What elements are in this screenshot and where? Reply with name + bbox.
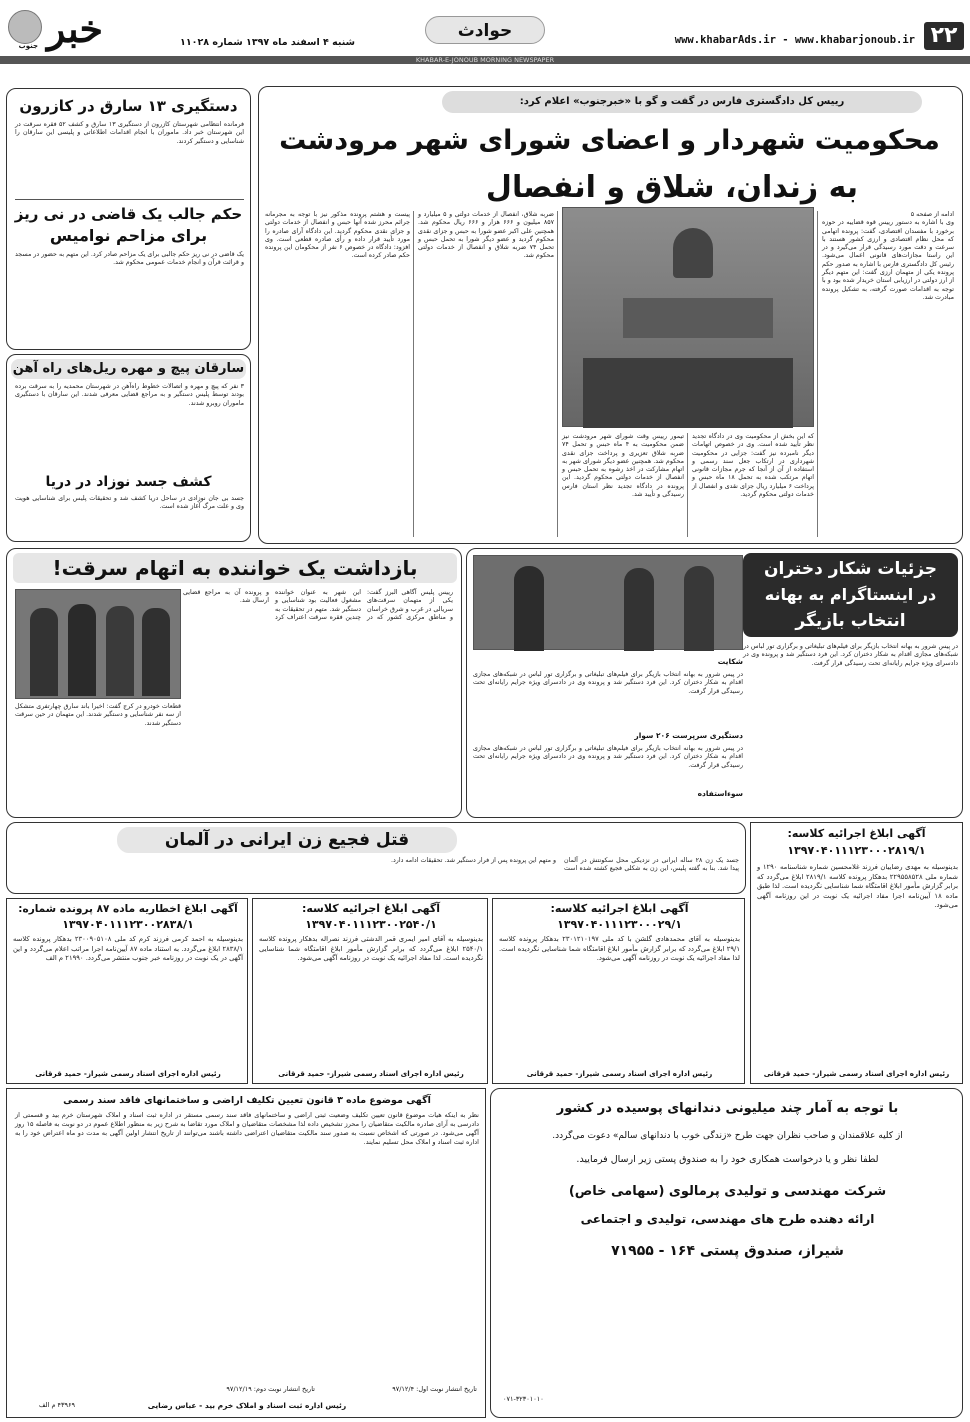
lead-title-1: محکومیت شهردار و اعضای شورای شهر مرودشت — [279, 125, 940, 156]
land-ad-title: آگهی موضوع ماده ۳ قانون تعیین تکلیف اراضی و ساختمانهای فاقد سند رسمی — [63, 1095, 431, 1106]
murder-title: قتل فجیع زن ایرانی در آلمان — [117, 827, 457, 853]
ad-4 — [6, 898, 248, 1084]
section-label: حوادث — [425, 16, 545, 44]
neyriz-title: حکم جالب یک قاضی در نی ریز — [14, 205, 243, 223]
instagram-sub-2: دستگیری سرپرست ۲۰۶ سوار — [634, 731, 743, 740]
ad-2-text: بدینوسیله به آقای محمدهادی گلشن با کد ملی ۲۳۰۱۲۱۰۱۹۷ بدهکار پرونده کلاسه ۲۹/۱ ابلاغ می‌گردد که برابر گزارش مأمور ابلاغ اقامتگاه شما شناسایی نگردیده است. لذا مفاد اجرائیه یک نوبت در روزنامه آگهی می‌شود. — [496, 935, 740, 963]
instagram-title-1: جزئیات شکار دختران — [763, 559, 938, 579]
land-ad-date1: تاریخ انتشار نوبت اول: ۹۷/۱۲/۴ — [392, 1385, 477, 1393]
lead-col-5: پیست و هشتم پرونده مذکور نیز با توجه به مجرمانه جرائم محرز شده آنها حبس و انفصال از خدمات دولتی و جزای نقدی محکوم گردید. این دادگاه آرای صادره را مورد تأیید قرار داده و رأی صادره قطعی است. وی افزود: دادگاه در خصوص ۶ نفر از محکومان این پرونده حکم صادر کرده است. — [262, 211, 410, 260]
ad-3-signature: رئیس اداره اجرای اسناد رسمی شیراز- حمید قرقانی — [278, 1069, 464, 1078]
rail-text: ۳ نفر که پیچ و مهره و اتصالات خطوط راه‌آهن در شهرستان محمدیه را به سرقت برده بودند توسط پلیس دستگیر و به مراجع قضایی معرفی شدند. این سارقان با دستگیری ماموران روبرو شدند. — [12, 383, 244, 407]
audience — [583, 358, 793, 428]
ad-4-signature: رئیس اداره اجرای اسناد رسمی شیراز- حمید قرقانی — [35, 1069, 221, 1078]
lead-col-2: که این بخش از محکومیت وی در دادگاه تجدید نظر تأیید شده است. وی در خصوص اتهامات دیگر نامبرده نیز گفت: جزایی در محکومیت شهرداری در ارتکاب جعل سند رسمی و استفاده از آن از آنجا که جرم مجازات قانونی اتهام مرتکب شده به تحمل ۱۸ ماه حبس و پرداخت ۶ میلیارد ریال جزای نقدی و انفصال از خدمات دولتی محکوم گردید. — [689, 433, 814, 499]
murder-article — [6, 822, 746, 894]
ad-3-number: ۱۳۹۷۰۴۰۱۱۱۲۳۰۰۲۵۴۰/۱ — [305, 918, 437, 931]
dental-line-3: ارائه دهنده طرح های مهندسی، تولیدی و اجتماعی — [580, 1212, 875, 1226]
lead-col-3: تیمور رییس وقت شورای شهر مرودشت نیز ضمن محکومیت به ۴ ماه حبس و تحمل ۷۴ ضربه شلاق تعزیری و پرداخت جزای نقدی محکوم شد. همچنین عضو دیگر شورای شهر به اتهام مشارکت در اخذ رشوه به تحمل حبس و انفصال از خدمات دولتی محکوم گردید. این پرونده در دادگاه تجدید نظر استان فارس رسیدگی و تأیید شد. — [559, 433, 685, 499]
ad-4-text: بدینوسیله به احمد کرمی فرزند کرم کد ملی ۲۳۰۰۹۰۵۱۰۸ بدهکار پرونده کلاسه ۲۸۳۸/۱ ابلاغ می‌گردد. به استناد ماده ۸۷ آیین‌نامه اجرا مراتب اعلام می‌گردد و این آگهی در یک نوبت در روزنامه خبر جنوب منتشر می‌گردد. ۲۱۹۹۰ م الف — [10, 935, 243, 963]
kazerun-text: فرمانده انتظامی شهرستان کازرون از دستگیری ۱۳ سارق و کشف ۵۲ فقره سرقت در این شهرستان خبر داد. ماموران با انجام اقدامات اطلاعاتی و پلیسی این سارقان را شناسایی و دستگیر کردند. — [12, 121, 244, 145]
rail-box — [6, 354, 251, 542]
ad-1-title: آگهی ابلاغ اجرائیه کلاسه: — [787, 827, 926, 840]
land-ad-code: ۴۳۹۶۹ م الف — [38, 1401, 75, 1409]
instagram-sub-1: شکایت — [717, 657, 743, 666]
neyriz-title-2: برای مزاحم نوامیس — [49, 226, 208, 245]
ad-1-text: بدینوسیله به مهدی رضاییان فرزند غلامحسین شماره شناسنامه ۱۲۹۰ و شماره ملی ۲۲۹۵۵۸۵۲۸ بدهکار پرونده کلاسه ۲۸۱۹/۱ ابلاغ می‌گردد که برابر گزارش مأمور ابلاغ اقامتگاه شما شناسایی نگردیده است. لذا طبق ماده ۱۸ آیین‌نامه اجرا مفاد اجرائیه یک نوبت در این روزنامه آگهی می‌شود. — [754, 863, 959, 910]
ad-2-number: ۱۳۹۷۰۴۰۱۱۱۲۳۰۰۰۲۹/۱ — [557, 918, 682, 931]
instagram-text-3: در پیس شرور به بهانه انتخاب بازیگر برای فیلم‌های تبلیغاتی و برگزاری تور لباس در شبکه‌های مجازی اقدام به شکار دختران کرد. این فرد دستگیر شد و پرونده وی در دادسرای ویژه جرایم رایانه‌ای تحت رسیدگی قرار گرفت. — [470, 745, 743, 769]
ad-4-number: ۱۳۹۷۰۴۰۱۱۱۲۳۰۰۲۸۳۸/۱ — [62, 918, 194, 931]
land-ad-date2: تاریخ انتشار نوبت دوم: ۹۷/۱۲/۱۹ — [226, 1385, 315, 1393]
ad-1-signature: رئیس اداره اجرای اسناد رسمی شیراز- حمید قرقانی — [763, 1069, 950, 1078]
judge-figure — [673, 228, 713, 278]
page-number: ۲۲ — [924, 22, 964, 50]
dental-title: با توجه به آمار چند میلیونی دندانهای پوسیده در کشور — [556, 1101, 899, 1116]
rail-title: سارقان پیچ و مهره ریل‌های راه آهن — [11, 359, 246, 379]
dental-address: شیراز، صندوق پستی ۱۶۴ - ۷۱۹۵۵ — [611, 1243, 844, 1259]
ad-1-number: ۱۳۹۷۰۴۰۱۱۱۲۳۰۰۰۲۸۱۹/۱ — [787, 844, 926, 857]
kazerun-box — [6, 88, 251, 350]
suspects-photo — [15, 589, 181, 699]
dental-phone: ۰۷۱-۳۲۳۰۱۰۱۰ — [503, 1395, 544, 1403]
dental-ad — [490, 1088, 963, 1418]
logo-text: خبر — [47, 6, 103, 51]
site-urls: www.khabarAds.ir - www.khabarjonoub.ir — [674, 34, 915, 46]
land-ad-signature: رئیس اداره ثبت اسناد و املاک خرم بید - عباس رضایی — [147, 1401, 347, 1410]
singer-caption: قطعات خودرو در کرج گفت: اخیرا باند سارق چهارتفری متشکل از سه نفر شناسایی و دستگیر شدند. این متهمان در حین سرقت دستگیر شدند. — [12, 703, 181, 727]
land-ad-text: نظر به اینکه هیات موضوع قانون تعیین تکلیف وضعیت ثبتی اراضی و ساختمانهای فاقد سند رسمی مستقر در اداره ثبت اسناد و املاک شهرستان خرم بید و قسمتی از دادرسی به آرای صادره مالکیت متقاضیان را محرز تشخیص داده لذا مشخصات متقاضیان و املاک مورد تقاضا به شرح زیر به منظور اطلاع عموم در دو نوبت به فاصله ۱۵ روز آگهی می‌شود. در صورتی که اشخاص نسبت به صدور سند مالکیت متقاضیان اعتراضی داشته باشند می‌توانند از تاریخ انتشار اولین آگهی به مدت دو ماه اعتراض خود را به اداره ثبت اسناد و املاک محل تسلیم نمایند. — [12, 1111, 479, 1146]
header — [0, 0, 970, 62]
logo-small: جنوب — [18, 42, 38, 50]
neyriz-text: یک قاضی در نی ریز حکم جالبی برای یک مزاحم صادر کرد. این متهم به حضور در مسجد و قرائت قرآن و انجام خدمات عمومی محکوم شد. — [12, 251, 244, 267]
baby-title: کشف جسد نوزاد در دریا — [45, 474, 212, 490]
issue-date: شنبه ۴ اسفند ماه ۱۳۹۷ شماره ۱۱۰۲۸ — [180, 37, 355, 48]
dental-line-1: از کلیه علاقمندان و صاحب نظران جهت طرح «زندگی خوب با دندانهای سالم» دعوت می‌گردد. — [552, 1131, 903, 1141]
ad-1 — [750, 822, 963, 1084]
lead-kicker: رییس کل دادگستری فارس در گفت و گو با «خبرجنوب» اعلام کرد: — [442, 91, 922, 113]
lead-col-1: ادامه از صفحه ۵ وی با اشاره به دستور رییس قوه قضاییه در حوزه برخورد با مفسدان اقتصادی، گفت: پرونده اتهامی که محل نظام اقتصادی و ارزی کشور هستند با سرعت و دقت مورد رسیدگی قرار می‌گیرد و در این راستا مجازات‌های قانونی اعمال می‌شود. رئیس کل دادگستری فارس با اشاره به صدور حکم پرونده یکی از متهمان ارزی گفت: این متهم دیگر از ارز دولتی در ارزیابی استان خریدار شده بود و با توجه به اقدامات صورت گرفته، به تشکیل پرونده مبادرت شد. — [822, 211, 954, 301]
ad-3-text: بدینوسیله به آقای امیر ایمری قمر الدشتی فرزند نصراله بدهکار پرونده کلاسه ۲۵۴۰/۱ ابلاغ می‌گردد که برابر گزارش مأمور ابلاغ اقامتگاه شما شناسایی نگردیده است. لذا مفاد اجرائیه یک نوبت در روزنامه آگهی می‌شود. — [256, 935, 483, 963]
lead-col-4: ضربه شلاق، انفصال از خدمات دولتی و ۵ میلیارد و ۸۵۷ میلیون و ۶۶۶ هزار و ۶۶۶ ریال محکوم شد. همچنین علی اکبر عضو شورا به حبس و جزای نقدی محکوم گردید و عضو دیگر شورا به تحمل حبس و تحمل ۷۴ ضربه شلاق و انفصال از خدمات دولتی محکوم شد. — [415, 211, 555, 260]
land-ad — [6, 1088, 486, 1418]
instagram-title-box — [743, 553, 958, 637]
instagram-text-2: در پیس شرور به بهانه انتخاب بازیگر برای فیلم‌های تبلیغاتی و برگزاری تور لباس در شبکه‌های مجازی اقدام به شکار دختران کرد. این فرد دستگیر شد و پرونده وی در دادسرای ویژه جرایم رایانه‌ای تحت رسیدگی قرار گرفت. — [470, 671, 743, 695]
singer-title: بازداشت یک خواننده به اتهام سرقت! — [13, 553, 457, 583]
instagram-text: در پیس شرور به بهانه انتخاب بازیگر برای فیلم‌های تبلیغاتی و برگزاری تور لباس در شبکه‌های مجازی اقدام به شکار دختران کرد. این فرد دستگیر شد و پرونده وی در دادسرای ویژه جرایم رایانه‌ای تحت رسیدگی قرار گرفت. — [743, 643, 958, 667]
arrest-photo — [473, 555, 743, 650]
ad-2 — [492, 898, 745, 1084]
ad-3 — [252, 898, 488, 1084]
baby-text: جسد بی جان نوزادی در ساحل دریا کشف شد و تحقیقات پلیس برای شناسایی هویت وی و علت مرگ آغاز شده است. — [12, 495, 244, 511]
murder-text: جسد یک زن ۲۸ ساله ایرانی در نزدیکی محل سکونتش در آلمان پیدا شد. بنا به گفته پلیس، این زن به شکلی فجیع کشته شده است و متهم این پرونده پس از فرار دستگیر شد. تحقیقات ادامه دارد. — [391, 857, 739, 873]
lead-article — [258, 86, 963, 544]
dental-line-2: لطفا نظر و یا درخواست همکاری خود را به صندوق پستی زیر ارسال فرمایید. — [576, 1154, 879, 1165]
ad-2-title: آگهی ابلاغ اجرائیه کلاسه: — [550, 902, 689, 915]
instagram-sub-3: سوءاستفاده — [697, 789, 743, 798]
ad-2-signature: رئیس اداره اجرای اسناد رسمی شیراز- حمید قرقانی — [526, 1069, 713, 1078]
masthead-logo — [6, 6, 114, 56]
lead-title-2: به زندان، شلاق و انفصال — [485, 170, 859, 205]
kazerun-title: دستگیری ۱۳ سارق در کازرون — [19, 97, 238, 115]
instagram-article — [466, 548, 963, 818]
instagram-title-2: در اینستاگرام به بهانه — [764, 585, 937, 604]
header-strip: KHABAR-E-JONOUB MORNING NEWSPAPER — [0, 56, 970, 64]
ad-4-title: آگهی ابلاغ اخطاریه ماده ۸۷ پرونده شماره: — [18, 903, 238, 915]
ad-3-title: آگهی ابلاغ اجرائیه کلاسه: — [301, 902, 441, 915]
instagram-title-3: انتخاب بازیگر — [795, 611, 906, 631]
courtroom-photo — [562, 207, 814, 427]
dental-company: شرکت مهندسی و تولیدی پرمالوی (سهامی خاص) — [568, 1184, 887, 1199]
singer-text: رییس پلیس آگاهی البرز گفت: یکی از متهمان سرقت‌های سریالی در غرب و شرق خراسان و مناطق مرکزی کشور که در این شهر به عنوان خواننده مشغول فعالیت بود شناسایی و دستگیر شد. متهم در تحقیقات به چندین فقره سرقت اعتراف کرد و پرونده آن به مراجع قضایی ارسال شد. — [180, 589, 453, 621]
bench — [623, 298, 773, 338]
singer-article — [6, 548, 462, 818]
